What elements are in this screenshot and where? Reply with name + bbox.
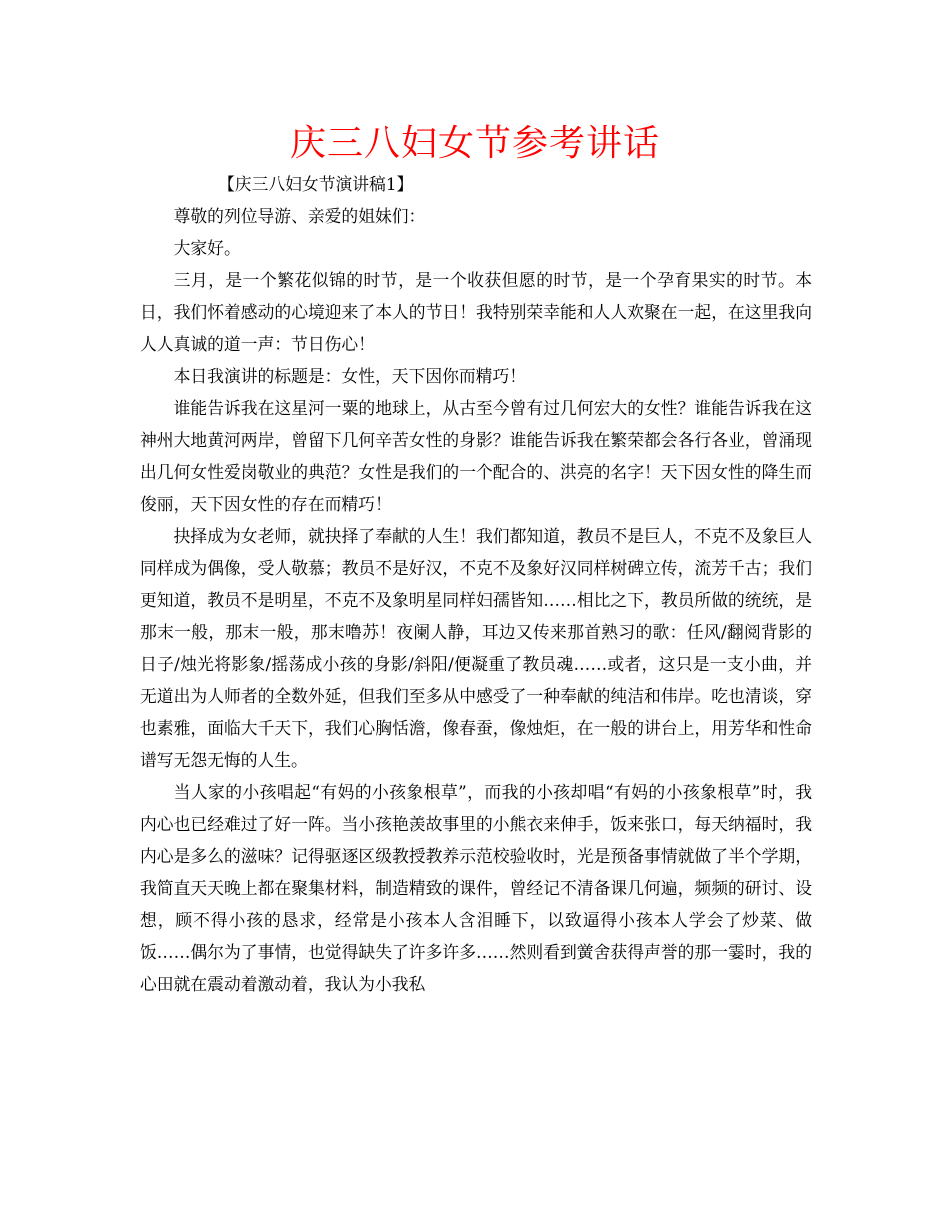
paragraph-greeting: 尊敬的列位导游、亲爱的姐妹们： xyxy=(173,206,426,226)
paragraph-teacher: 抉择成为女老师，就抉择了奉献的人生！我们都知道，教员不是巨人，不克不及象巨人同样成为偶像，受人敬慕；教员不是好汉，不克不及象好汉同样树碑立传，流芳千古；我们更知道，教员不是明星，不克不及象明星同样妇孺皆知……相比之下，教员所做的统统，是那末一般，那末一般，那末噜苏！夜阑人静，耳边又传来那首熟习的歌：任风/翻阅背影的日子/烛光将影象/摇荡成小孩的身影/斜阳/便凝重了教员魂……或者，这只是一支小曲，并无道出为人师者的全数外延，但我们至多从中感受了一种奉献的纯洁和伟岸。吃也清谈，穿也素雅，面临大千天下，我们心胸恬澹，像春蚕，像烛炬，在一般的讲台上，用芳华和性命谱写无怨无悔的人生。 xyxy=(140,526,812,770)
paragraph-child: 当人家的小孩唱起“有妈的小孩象根草”，而我的小孩却唱“有妈的小孩象根草”时，我内心也已经难过了好一阵。当小孩艳羡故事里的小熊衣来伸手，饭来张口，每天纳福时，我内心是多么的滋味？记得驱逐区级教授教养示范校验收时，光是预备事情就做了半个学期，我简直天天晚上都在聚集材料，制造精致的课件，曾经记不清备课几何遍，频频的研讨、设想，顾不得小孩的恳求，经常是小孩本人含泪睡下，以致逼得小孩本人学会了炒菜、做饭……偶尔为了事情，也觉得缺失了许多许多……然则看到黉舍获得声誉的那一霎时，我的心田就在震动着激动着，我认为小我私 xyxy=(140,782,812,994)
speech-heading: 【庆三八妇女节演讲稿1】 xyxy=(218,174,414,194)
paragraph-hello: 大家好。 xyxy=(173,238,241,258)
paragraph-women: 谁能告诉我在这星河一粟的地球上，从古至今曾有过几何宏大的女性？谁能告诉我在这神州大地黄河两岸，曾留下几何辛苦女性的身影？谁能告诉我在繁荣都会各行各业，曾涌现出几何女性爱岗敬业的典范？女性是我们的一个配合的、洪亮的名字！天下因女性的降生而俊丽，天下因女性的存在而精巧！ xyxy=(140,398,812,514)
paragraph-march: 三月，是一个繁花似锦的时节，是一个收获但愿的时节，是一个孕育果实的时节。本日，我们怀着感动的心境迎来了本人的节日！我特别荣幸能和人人欢聚在一起，在这里我向人人真诚的道一声：节日伤心！ xyxy=(140,270,812,354)
paragraph-topic: 本日我演讲的标题是：女性，天下因你而精巧！ xyxy=(173,366,527,386)
document-title: 庆三八妇女节参考讲话 xyxy=(289,123,660,164)
document-body xyxy=(140,168,812,1000)
